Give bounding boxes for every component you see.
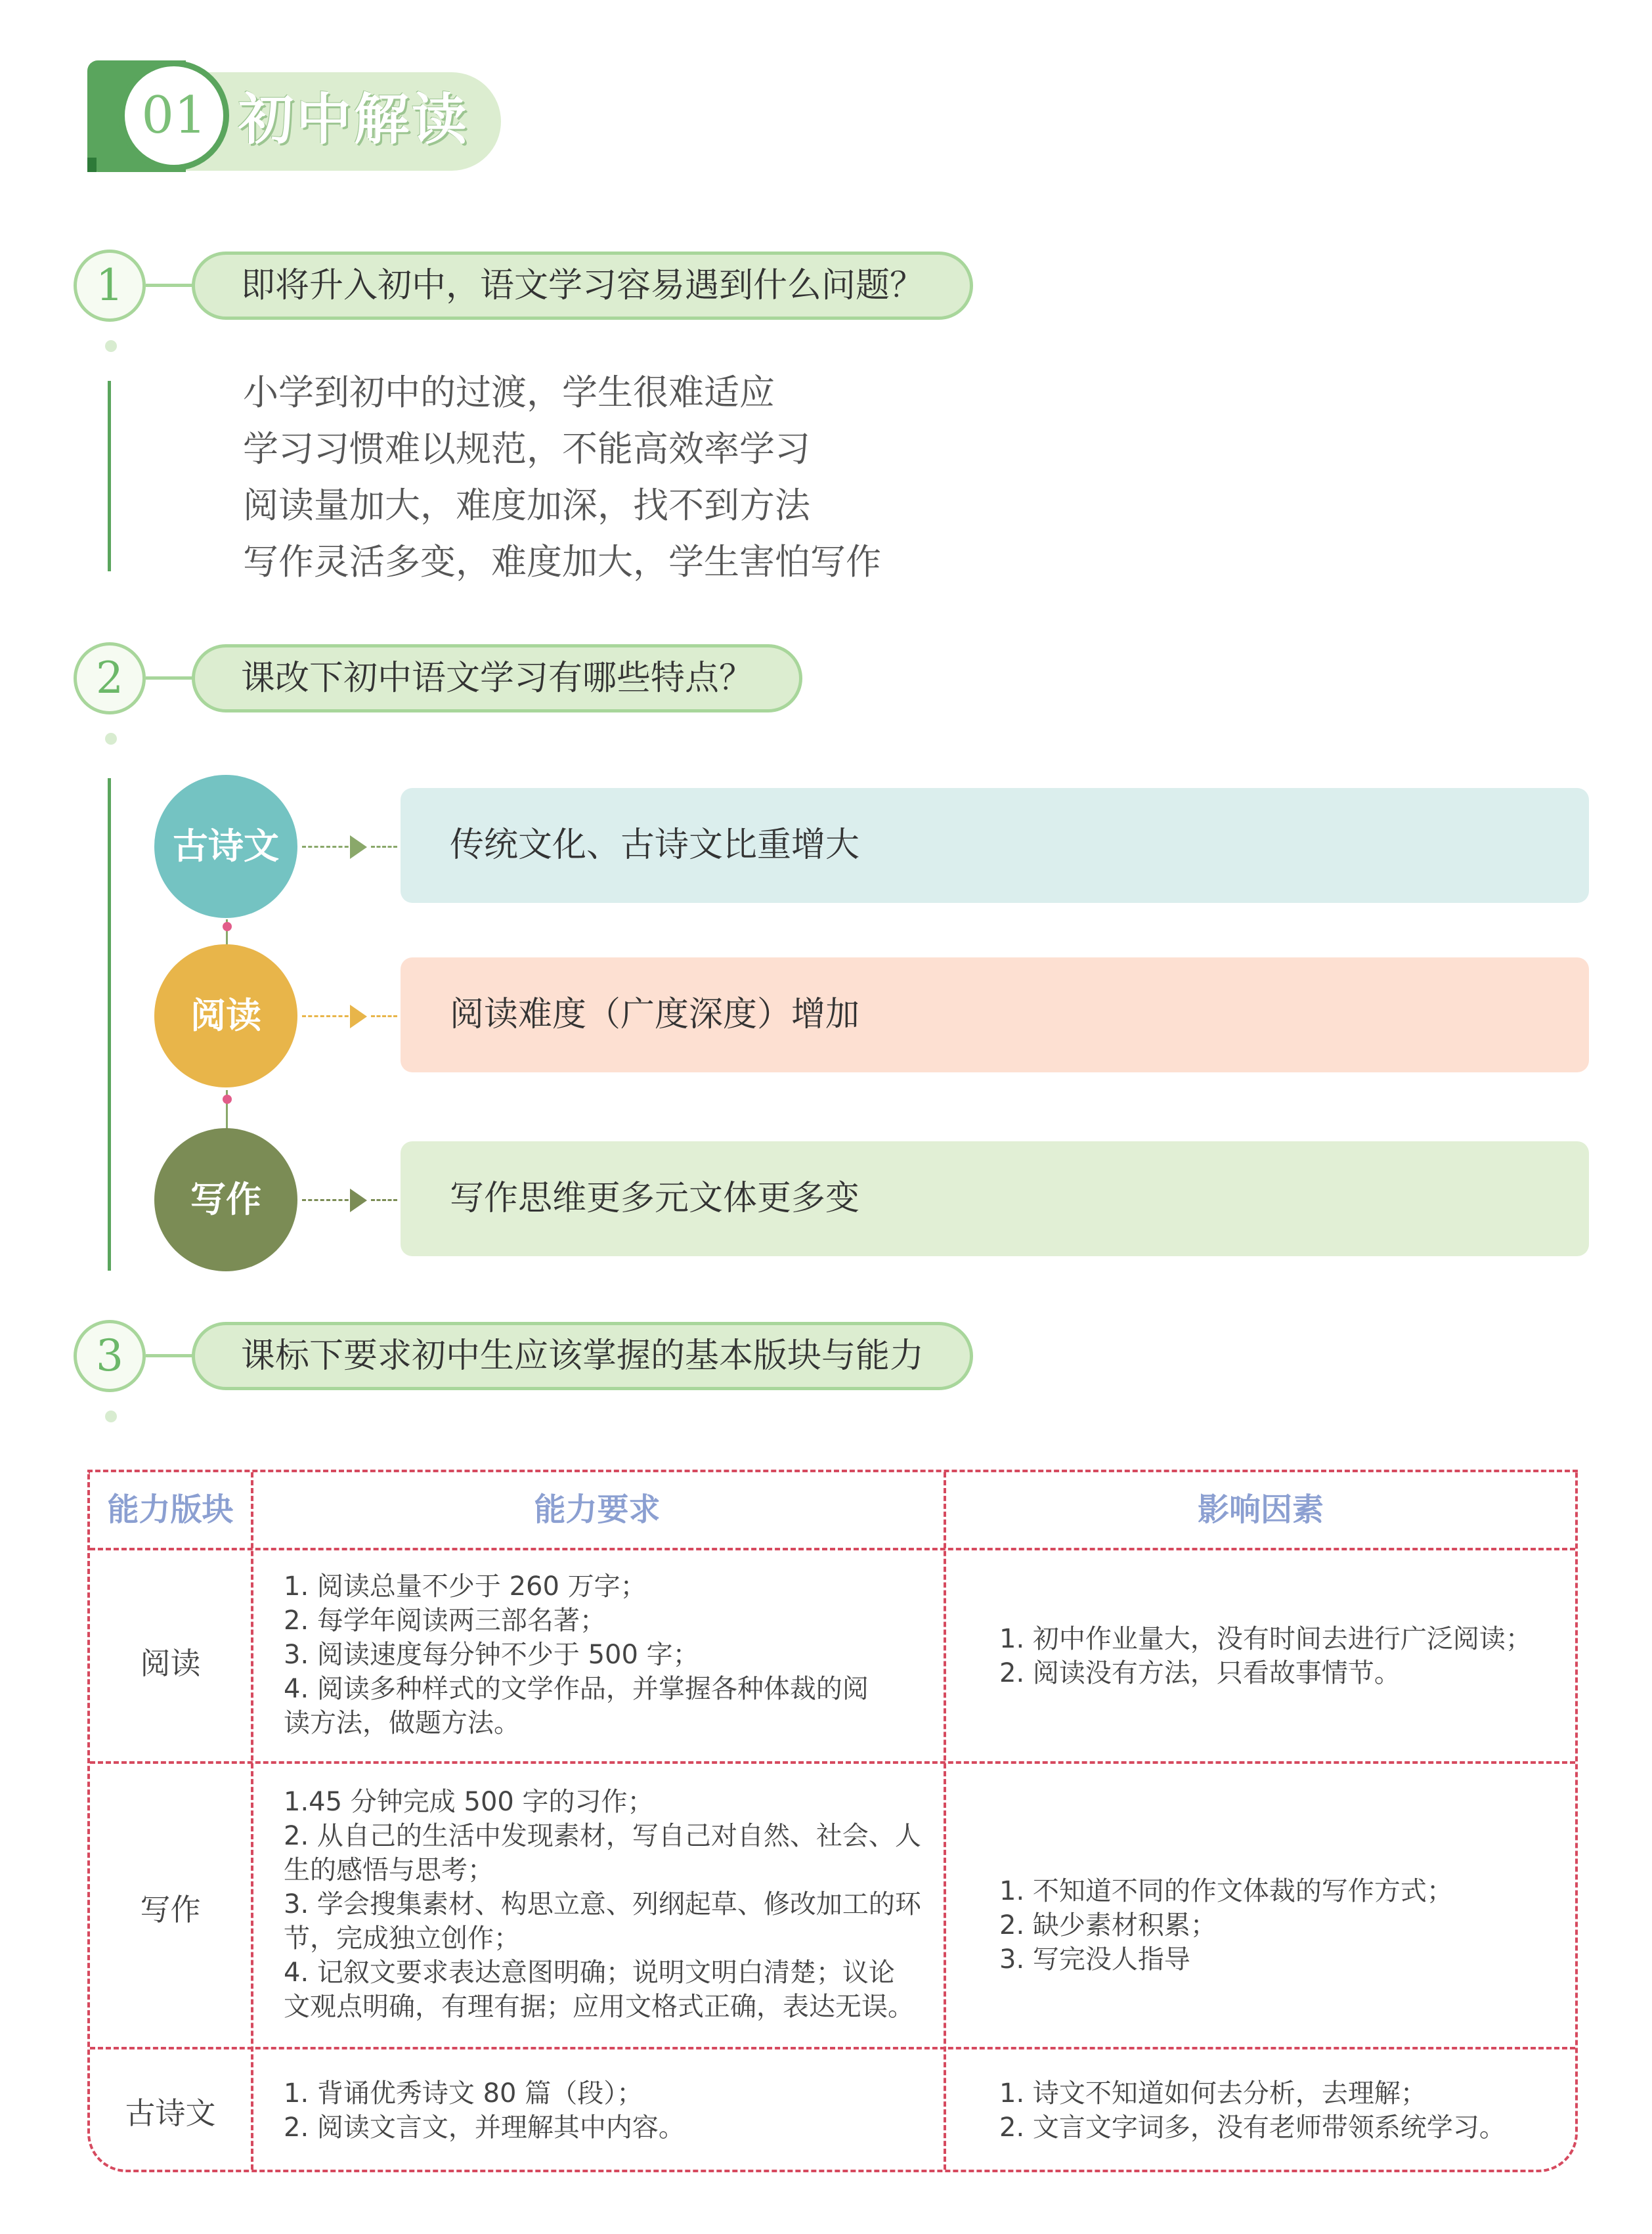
feature-circle: 写作: [154, 1128, 297, 1271]
dashed-connector: [302, 1199, 355, 1201]
table-header-category: 能力版块: [107, 1491, 234, 1528]
dashed-connector: [302, 1015, 355, 1017]
list-item: 1.45 分钟完成 500 字的习作；: [284, 1787, 654, 1817]
problem-list: [243, 364, 881, 590]
list-item: 1. 不知道不同的作文体裁的写作方式；: [999, 1876, 1453, 1906]
list-item: 4. 阅读多种样式的文学作品，并掌握各种体裁的阅: [284, 1674, 869, 1704]
connector-line: [146, 1354, 198, 1357]
list-item: 2. 阅读文言文，并理解其中内容。: [284, 2113, 685, 2143]
list-item: 阅读量加大，难度加深，找不到方法: [243, 485, 810, 526]
dashed-connector: [371, 1199, 397, 1201]
table-cell-category: 古诗文: [125, 2095, 216, 2131]
list-item: 2. 阅读没有方法，只看故事情节。: [999, 1658, 1401, 1688]
list-item: 学习习惯难以规范，不能高效率学习: [243, 428, 810, 470]
table-cell-requirements: [284, 1785, 921, 2024]
decor-dot: [105, 1411, 117, 1422]
dashed-connector: [302, 846, 355, 848]
feature-row-reading: [154, 944, 1467, 1089]
list-item: 读方法，做题方法。: [284, 1708, 520, 1738]
question-title: 即将升入初中，语文学习容易遇到什么问题？: [192, 252, 973, 320]
list-item: 小学到初中的过渡，学生很难适应: [243, 372, 775, 413]
feature-row-classical-poetry: [154, 775, 1467, 919]
list-item: 2. 从自己的生活中发现素材，写自己对自然、社会、人: [284, 1821, 921, 1851]
question-number: 1: [74, 250, 146, 322]
list-item: 1. 阅读总量不少于 260 万字；: [284, 1571, 647, 1602]
pink-dot: [223, 1095, 232, 1104]
table-cell-category: 写作: [140, 1892, 201, 1927]
table-cell-requirements: [284, 1569, 869, 1740]
dashed-connector: [371, 1015, 397, 1017]
list-item: 2. 缺少素材积累；: [999, 1910, 1217, 1940]
list-item: 3. 写完没人指导: [999, 1944, 1190, 1975]
connector-line: [146, 676, 198, 680]
column-divider: [251, 1472, 253, 2170]
list-item: 1. 诗文不知道如何去分析，去理解；: [999, 2078, 1427, 2109]
section-header: [87, 60, 501, 172]
connector-line: [146, 284, 198, 287]
feature-description: 写作思维更多元文体更多变: [401, 1141, 1589, 1256]
feature-row-writing: [154, 1128, 1467, 1273]
column-divider: [944, 1472, 946, 2170]
question-number: 2: [74, 642, 146, 714]
decor-dot: [105, 340, 117, 352]
feature-description: 阅读难度（广度深度）增加: [401, 957, 1589, 1072]
arrow-right-icon: [350, 1189, 367, 1212]
list-item: 2. 每学年阅读两三部名著；: [284, 1606, 606, 1636]
list-item: 1. 背诵优秀诗文 80 篇（段）；: [284, 2078, 643, 2109]
table-header-requirements: 能力要求: [534, 1491, 661, 1528]
list-item: 2. 文言文字词多，没有老师带领系统学习。: [999, 2113, 1506, 2143]
list-item: 文观点明确，有理有据；应用文格式正确，表达无误。: [284, 1992, 914, 2022]
decor-dot: [105, 733, 117, 745]
question-title: 课改下初中语文学习有哪些特点？: [192, 644, 802, 712]
table-cell-requirements: [284, 2076, 685, 2145]
feature-circle: 阅读: [154, 944, 297, 1087]
arrow-right-icon: [350, 835, 367, 859]
table-cell-category: 阅读: [140, 1646, 201, 1681]
question-number: 3: [74, 1320, 146, 1392]
arrow-right-icon: [350, 1005, 367, 1028]
pink-dot: [223, 922, 232, 931]
list-item: 1. 初中作业量大，没有时间去进行广泛阅读；: [999, 1624, 1532, 1654]
table-header-factors: 影响因素: [1197, 1491, 1324, 1528]
table-cell-factors: [999, 1874, 1453, 1977]
timeline-line: [108, 778, 111, 1271]
row-divider: [90, 1761, 1575, 1764]
question-title: 课标下要求初中生应该掌握的基本版块与能力: [192, 1322, 973, 1390]
list-item: 节，完成独立创作；: [284, 1923, 520, 1954]
table-cell-factors: [999, 1622, 1532, 1690]
feature-circle: 古诗文: [154, 775, 297, 918]
list-item: 3. 学会搜集素材、构思立意、列纲起草、修改加工的环: [284, 1889, 921, 1919]
dashed-connector: [371, 846, 397, 848]
row-divider: [90, 2047, 1575, 2049]
table-cell-factors: [999, 2076, 1506, 2145]
list-item: 4. 记叙文要求表达意图明确；说明文明白清楚；议论: [284, 1958, 895, 1988]
timeline-line: [108, 381, 111, 571]
list-item: 生的感悟与思考；: [284, 1855, 494, 1885]
header-number: 01: [141, 86, 207, 145]
row-divider: [90, 1548, 1575, 1550]
ability-table: [87, 1470, 1578, 2172]
header-title: 初中解读: [238, 87, 470, 152]
list-item: 写作灵活多变，难度加大，学生害怕写作: [243, 541, 881, 582]
feature-description: 传统文化、古诗文比重增大: [401, 788, 1589, 903]
list-item: 3. 阅读速度每分钟不少于 500 字；: [284, 1640, 699, 1670]
